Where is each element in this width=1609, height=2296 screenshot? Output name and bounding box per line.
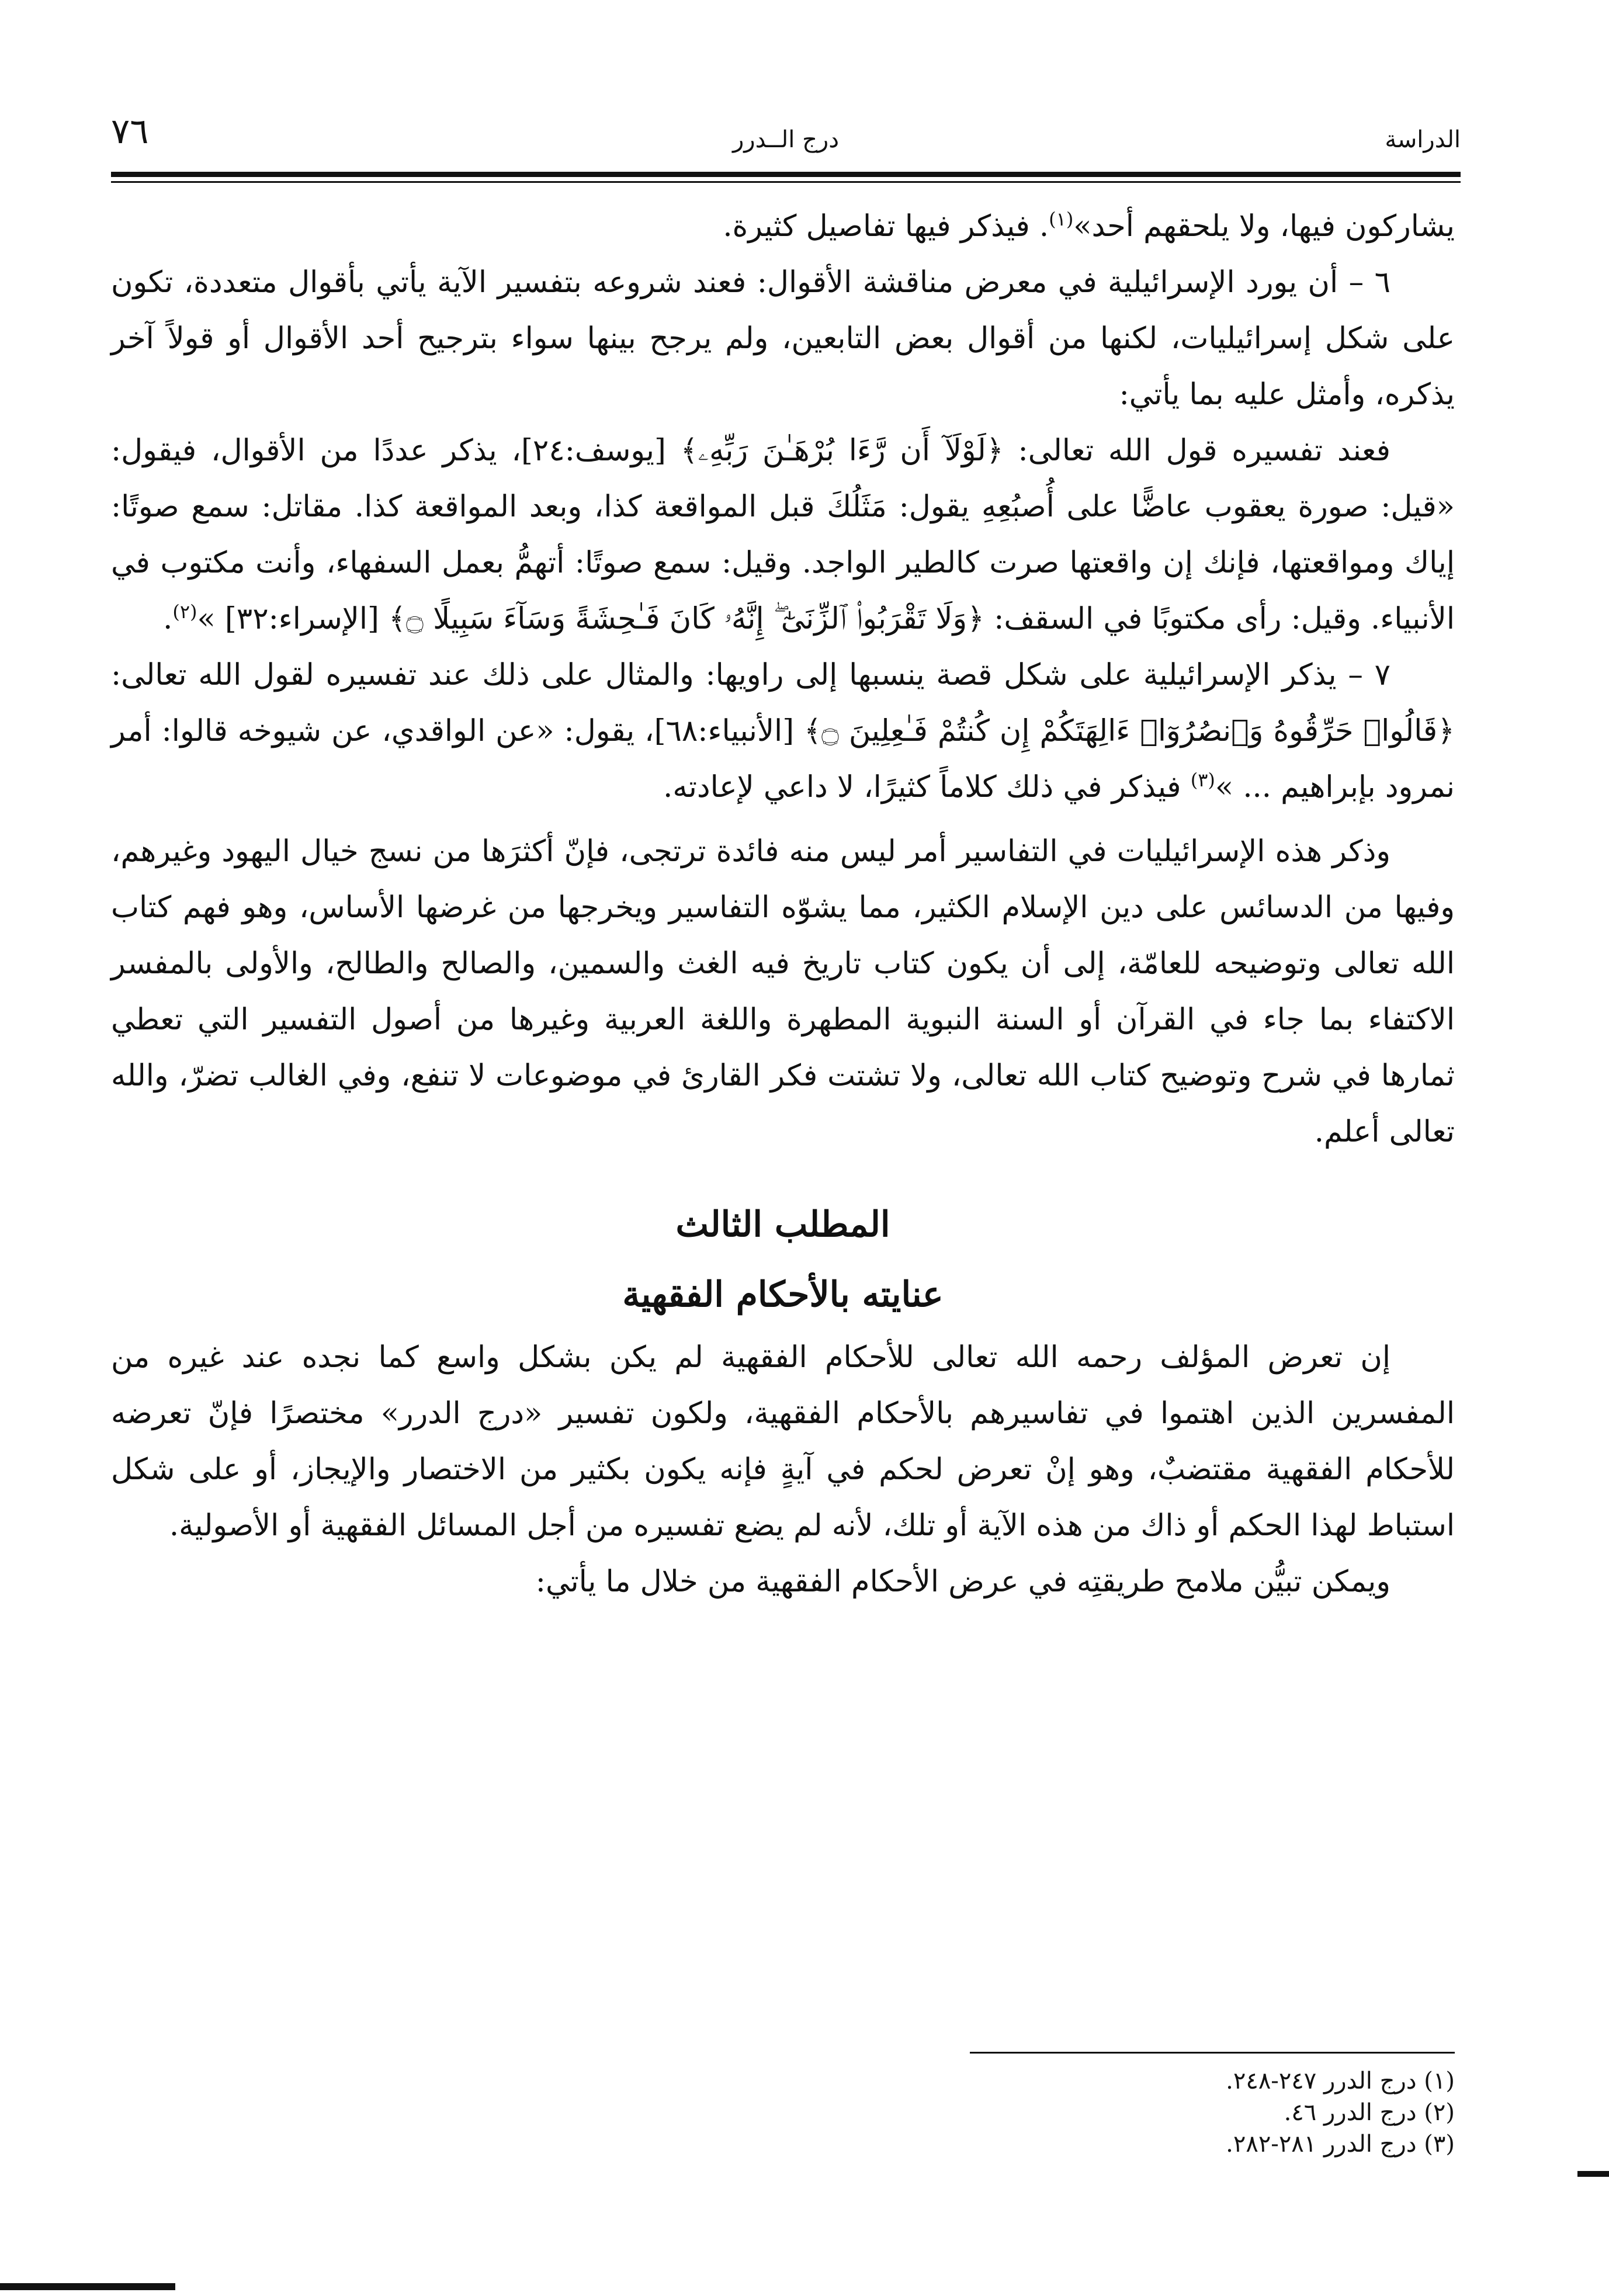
footnote-item: (٢) درج الدرر ٤٦. — [1284, 2099, 1455, 2126]
quran-verse-yusuf: لَوْلَآ أَن رَّءَا بُرْهَـٰنَ رَبِّهِۦ — [698, 433, 986, 468]
paragraph-item-6: ٦ – أن يورد الإسرائيلية في معرض مناقشة الأقوال: فعند شروعه بتفسير الآية يأتي بأقوال متعددة، تكون على شكل إسرائيليات، لكنها من أقوال بعض التابعين، ولم يرجح بينها سواء بترجيح أحد الأقوال أو قولاً آخر يذكره، وأمثل عليه بما يأتي: — [111, 265, 1455, 412]
page-body — [111, 199, 1455, 1610]
quran-verse-isra: وَلَا تَقْرَبُوا۟ ٱلزِّنَىٰٓ ۖ إِنَّهُۥ كَانَ فَـٰحِشَةً وَسَآءَ سَبِيلًا ۝ — [406, 602, 968, 636]
footnotes — [929, 2065, 1455, 2160]
paragraph-fiqh-lead: ويمكن تبيُّن ملامح طريقتِه في عرض الأحكام الفقهية من خلال ما يأتي: — [535, 1565, 1390, 1599]
paragraph-conclusion: وذكر هذه الإسرائيليات في التفاسير أمر ليس منه فائدة ترتجى، فإنّ أكثرَها من نسج خيال اليهود وغيرهم، وفيها من الدسائس على دين الإسلام الكثير، مما يشوّه التفاسير ويخرجها من غرضها الأساس، وهو فهم كتاب الله تعالى وتوضيحه للعامّة، إلى أن يكون كتاب تاريخ فيه الغث والسمين، والصالح والطالح، والأولى بالمفسر الاكتفاء بما جاء في القرآن أو السنة النبوية المطهرة واللغة العربية وغيرها من أصول التفسير التي تعطي ثمارها في شرح وتوضيح كتاب الله تعالى، ولا تشتت فكر القارئ في موضوعات لا تنفع، وفي الغالب تضرّ، والله تعالى أعلم. — [111, 834, 1455, 1149]
scan-edge-mark — [1577, 2171, 1609, 2177]
paragraph-example-yusuf: فعند تفسيره قول الله تعالى: ﴿لَوْلَآ أَن رَّءَا بُرْهَـٰنَ رَبِّهِۦ﴾ [يوسف:٢٤]، يذكر عددًا من الأقوال، فيقول: «قيل: صورة يعقوب عاضًّا على أُصبُعِهِ يقول: مَثَلُكَ قبل المواقعة كذا، وبعد المواقعة كذا. مقاتل: سمع صوتًا: إياك ومواقعتها، فإنك إن واقعتها صرت كالطير الواجد. وقيل: سمع صوتًا: أتهمُّ بعمل السفهاء، وأنت مكتوب في الأنبياء. وقيل: رأى مكتوبًا في السقف: ﴿وَلَا تَقْرَبُوا۟ ٱلزِّنَىٰٓ ۖ إِنَّهُۥ كَانَ فَـٰحِشَةً وَسَآءَ سَبِيلًا ۝﴾ [الإسراء:٣٢] »$^{(٢)}$. — [111, 433, 1455, 636]
header-rule-thick — [111, 172, 1461, 177]
paragraph-continuation: يشاركون فيها، ولا يلحقهم أحد»$^{(١)}$. فيذكر فيها تفاصيل كثيرة. — [723, 208, 1455, 244]
paragraph-fiqh-intro: إن تعرض المؤلف رحمه الله تعالى للأحكام الفقهية لم يكن بشكل واسع كما نجده عند غيره من المفسرين الذين اهتموا في تفاسيرهم بالأحكام الفقهية، ولكون تفسير «درج الدرر» مختصرًا فإنّ تعرضه للأحكام الفقهية مقتضبٌ، وهو إنْ تعرض لحكم في آيةٍ فإنه يكون بكثير من الاختصار والإيجاز، أو على شكل استباط لهذا الحكم أو ذاك من هذه الآية أو تلك، لأنه لم يضع تفسيره من أجل المسائل الفقهية أو الأصولية. — [111, 1340, 1455, 1543]
header-rule-thin — [111, 181, 1461, 183]
footnote-item: (٣) درج الدرر ٢٨١-٢٨٢. — [1226, 2131, 1455, 2158]
section-label: الدراسة — [1385, 126, 1461, 153]
page-header — [111, 105, 1461, 169]
quran-verse-anbiya: قَالُوا۟ حَرِّقُوهُ وَٱنصُرُوٓا۟ ءَالِهَتَكُمْ إِن كُنتُمْ فَـٰعِلِينَ ۝ — [821, 714, 1438, 748]
page-number: ٧٦ — [111, 111, 149, 152]
footnote-item: (١) درج الدرر ٢٤٧-٢٤٨. — [1226, 2068, 1455, 2094]
section-heading: المطلب الثالث — [675, 1204, 890, 1245]
running-title: درج الــدرر — [732, 126, 840, 153]
paragraph-item-7: ٧ – يذكر الإسرائيلية على شكل قصة ينسبها إلى راويها: والمثال على ذلك عند تفسيره لقول الله تعالى: ﴿قَالُوا۟ حَرِّقُوهُ وَٱنصُرُوٓا۟ ءَالِهَتَكُمْ إِن كُنتُمْ فَـٰعِلِينَ ۝﴾ [الأنبياء:٦٨]، يقول: «عن الواقدي، عن شيوخه قالوا: أمر نمرود بإبراهيم ... »$^{(٣)}$ فيذكر في ذلك كلاماً كثيرًا، لا داعي لإعادته. — [111, 658, 1455, 804]
scan-bottom-mark — [0, 2283, 175, 2290]
section-subheading: عنايته بالأحكام الفقهية — [622, 1274, 944, 1315]
footnote-ref-2: (٢) — [172, 601, 197, 623]
footnote-ref-3: (٣) — [1190, 769, 1215, 791]
footnote-separator — [970, 2052, 1455, 2054]
footnote-ref-1: (١) — [1049, 208, 1074, 230]
